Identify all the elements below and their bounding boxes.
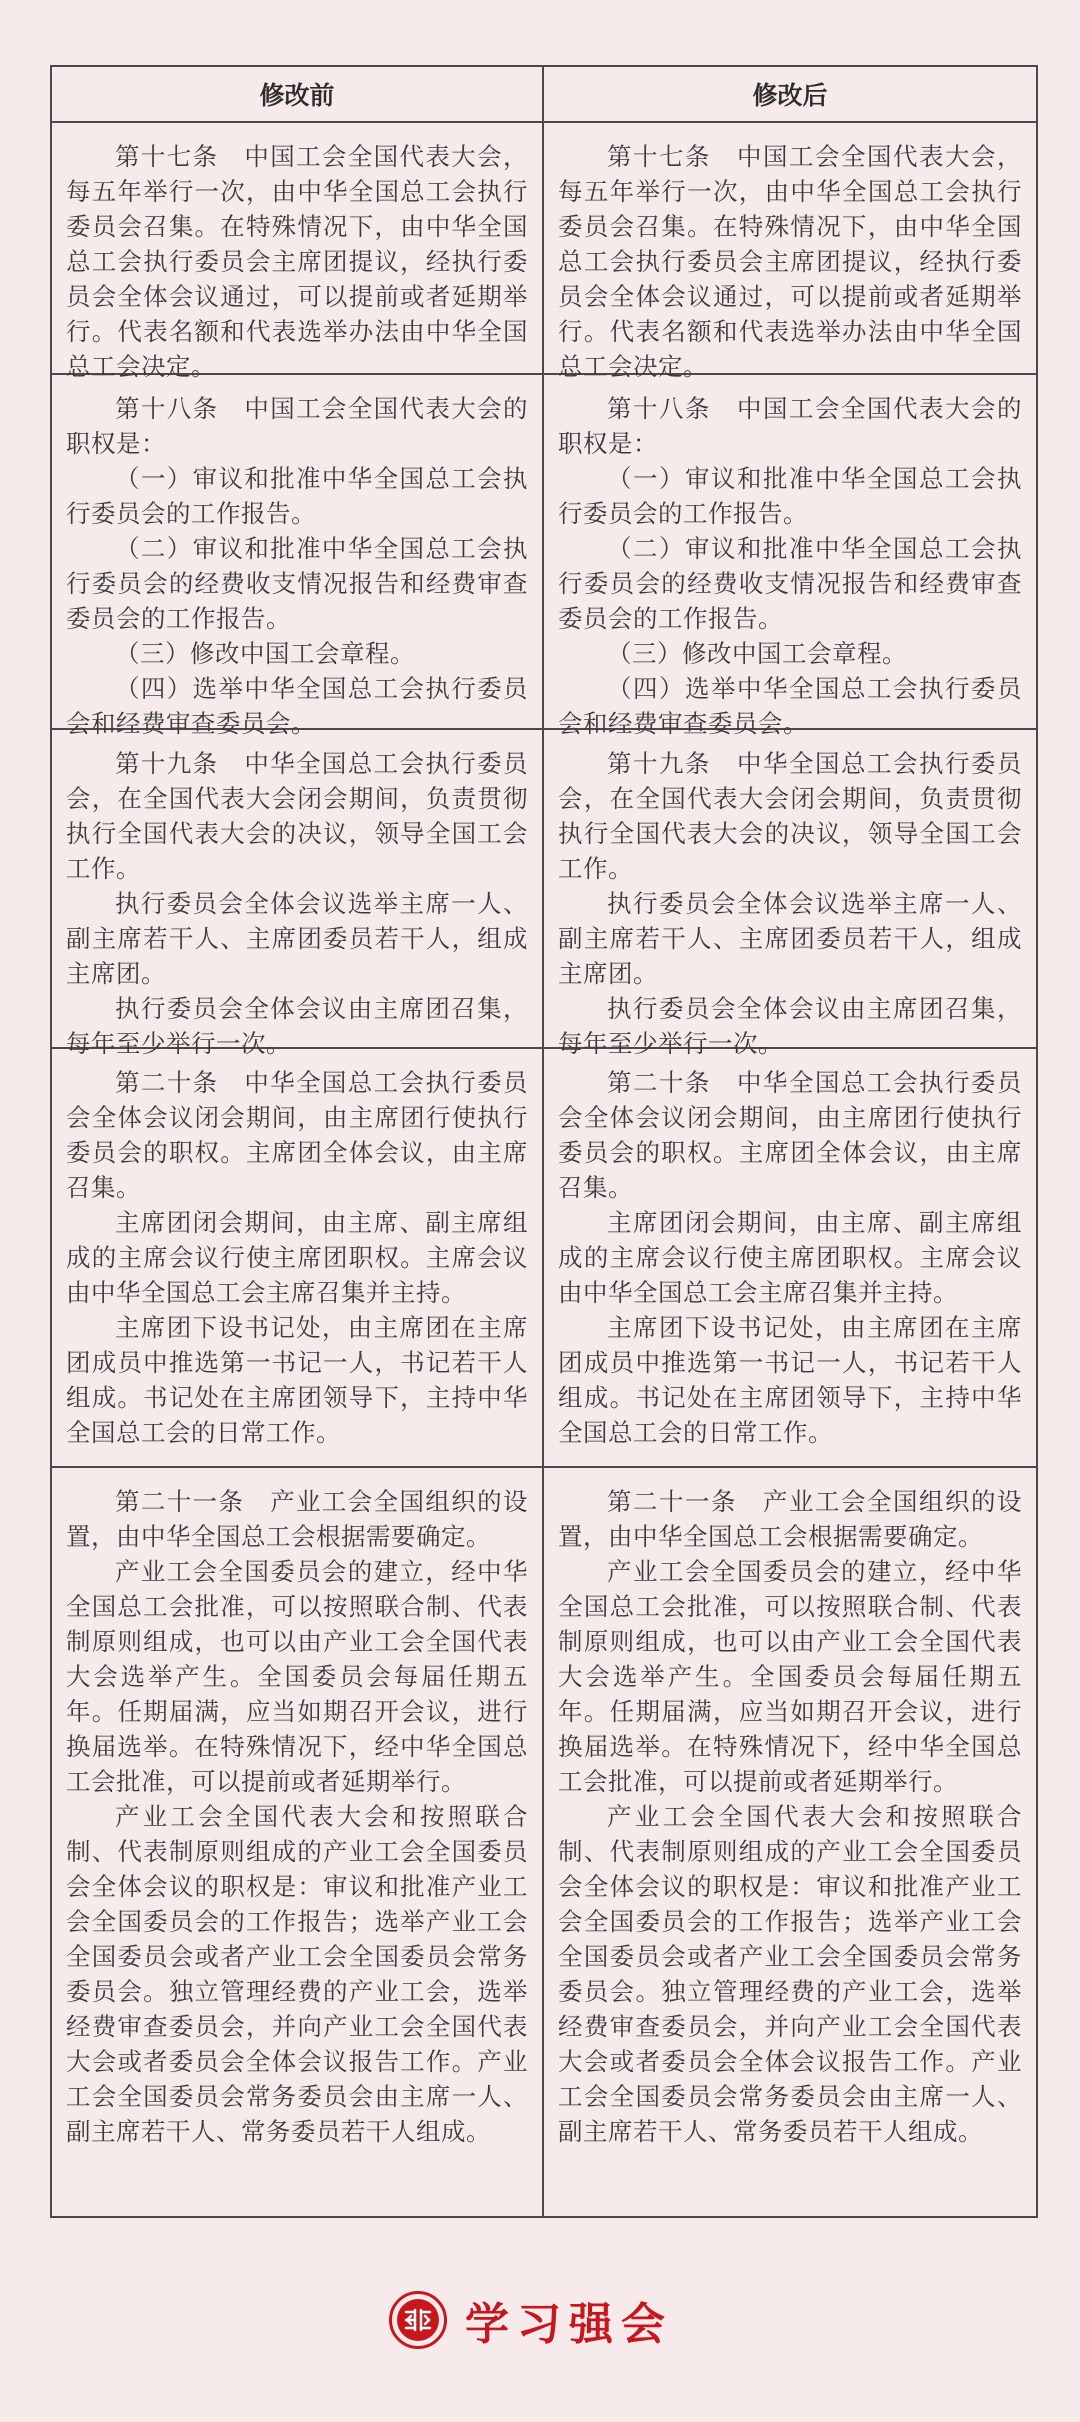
paragraph: 第十九条 中华全国总工会执行委员会，在全国代表大会闭会期间，负责贯彻执行全国代表大会的决议，领导全国工会工作。 [66,749,528,883]
paragraph: （三）修改中国工会章程。 [115,639,415,668]
row-17-after [544,123,1036,381]
paragraph: 第十八条 中国工会全国代表大会的职权是： [558,394,1022,458]
paragraph: 第二十一条 产业工会全国组织的设置，由中华全国总工会根据需要确定。 [66,1487,528,1551]
paragraph: （四）选举中华全国总工会执行委员会和经费审查委员会。 [66,674,528,738]
paragraph: 第二十条 中华全国总工会执行委员会全体会议闭会期间，由主席团行使执行委员会的职权。主席团全体会议，由主席召集。 [558,1068,1022,1202]
paragraph: （三）修改中国工会章程。 [607,639,907,668]
paragraph: 第十七条 中国工会全国代表大会，每五年举行一次，由中华全国总工会执行委员会召集。在特殊情况下，由中华全国总工会执行委员会主席团提议，经执行委员会全体会议通过，可以提前或者延期举行。代表名额和代表选举办法由中华全国总工会决定。 [66,142,528,381]
paragraph: （二）审议和批准中华全国总工会执行委员会的经费收支情况报告和经费审查委员会的工作报告。 [66,534,528,633]
row-18-after [544,375,1036,738]
paragraph: （一）审议和批准中华全国总工会执行委员会的工作报告。 [66,464,528,528]
row-19-before [52,730,544,1058]
logo-text: 学习强会 [465,2299,673,2350]
row-19-after [544,730,1036,1058]
paragraph: 第二十一条 产业工会全国组织的设置，由中华全国总工会根据需要确定。 [558,1487,1022,1551]
footer-logo [389,2292,673,2348]
comparison-table [50,65,1038,2218]
paragraph: 主席团下设书记处，由主席团在主席团成员中推选第一书记一人，书记若干人组成。书记处在主席团领导下，主持中华全国总工会的日常工作。 [558,1313,1022,1447]
paragraph: 第十七条 中国工会全国代表大会，每五年举行一次，由中华全国总工会执行委员会召集。在特殊情况下，由中华全国总工会执行委员会主席团提议，经执行委员会全体会议通过，可以提前或者延期举行。代表名额和代表选举办法由中华全国总工会决定。 [558,142,1022,381]
row-18-before [52,375,544,738]
paragraph: 第二十条 中华全国总工会执行委员会全体会议闭会期间，由主席团行使执行委员会的职权。主席团全体会议，由主席召集。 [66,1068,528,1202]
paragraph: 主席团下设书记处，由主席团在主席团成员中推选第一书记一人，书记若干人组成。书记处在主席团领导下，主持中华全国总工会的日常工作。 [66,1313,528,1447]
paragraph: （四）选举中华全国总工会执行委员会和经费审查委员会。 [558,674,1022,738]
paragraph: （二）审议和批准中华全国总工会执行委员会的经费收支情况报告和经费审查委员会的工作报告。 [558,534,1022,633]
row-21-before [52,1468,544,2216]
paragraph: 执行委员会全体会议由主席团召集，每年至少举行一次。 [558,994,1022,1058]
row-20-before [52,1049,544,1468]
paragraph: 第十八条 中国工会全国代表大会的职权是： [66,394,528,458]
paragraph: 主席团闭会期间，由主席、副主席组成的主席会议行使主席团职权。主席会议由中华全国总工会主席召集并主持。 [66,1208,528,1307]
paragraph: 主席团闭会期间，由主席、副主席组成的主席会议行使主席团职权。主席会议由中华全国总工会主席召集并主持。 [558,1208,1022,1307]
header-after: 修改后 [544,67,1036,123]
paragraph: 执行委员会全体会议选举主席一人、副主席若干人、主席团委员若干人，组成主席团。 [66,889,528,988]
paragraph: 产业工会全国代表大会和按照联合制、代表制原则组成的产业工会全国委员会全体会议的职权是：审议和批准产业工会全国委员会的工作报告；选举产业工会全国委员会或者产业工会全国委员会常务委员会。独立管理经费的产业工会，选举经费审查委员会，并向产业工会全国代表大会或者委员会全体会议报告工作。产业工会全国委员会常务委员会由主席一人、副主席若干人、常务委员若干人组成。 [558,1802,1022,2146]
paragraph: 执行委员会全体会议选举主席一人、副主席若干人、主席团委员若干人，组成主席团。 [558,889,1022,988]
paragraph: 产业工会全国委员会的建立，经中华全国总工会批准，可以按照联合制、代表制原则组成，也可以由产业工会全国代表大会选举产生。全国委员会每届任期五年。任期届满，应当如期召开会议，进行换届选举。在特殊情况下，经中华全国总工会批准，可以提前或者延期举行。 [66,1557,528,1796]
paragraph: （一）审议和批准中华全国总工会执行委员会的工作报告。 [558,464,1022,528]
header-before: 修改前 [52,67,544,123]
row-20-after [544,1049,1036,1468]
paragraph: 第十九条 中华全国总工会执行委员会，在全国代表大会闭会期间，负责贯彻执行全国代表大会的决议，领导全国工会工作。 [558,749,1022,883]
paragraph: 产业工会全国委员会的建立，经中华全国总工会批准，可以按照联合制、代表制原则组成，也可以由产业工会全国代表大会选举产生。全国委员会每届任期五年。任期届满，应当如期召开会议，进行换届选举。在特殊情况下，经中华全国总工会批准，可以提前或者延期举行。 [558,1557,1022,1796]
row-21-after [544,1468,1036,2216]
row-17-before [52,123,544,381]
xuexi-qiangguo-emblem-icon [389,2291,447,2349]
paragraph: 产业工会全国代表大会和按照联合制、代表制原则组成的产业工会全国委员会全体会议的职权是：审议和批准产业工会全国委员会的工作报告；选举产业工会全国委员会或者产业工会全国委员会常务委员会。独立管理经费的产业工会，选举经费审查委员会，并向产业工会全国代表大会或者委员会全体会议报告工作。产业工会全国委员会常务委员会由主席一人、副主席若干人、常务委员若干人组成。 [66,1802,528,2146]
paragraph: 执行委员会全体会议由主席团召集，每年至少举行一次。 [66,994,528,1058]
